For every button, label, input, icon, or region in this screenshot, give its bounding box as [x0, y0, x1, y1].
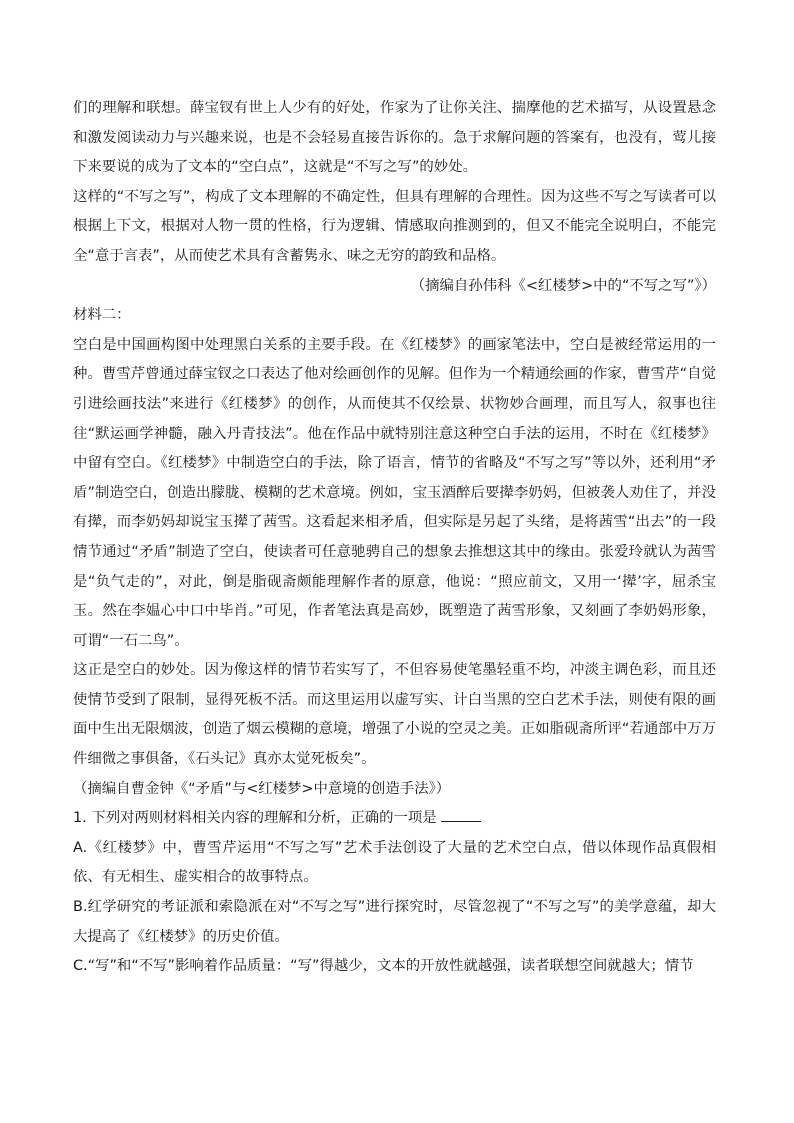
- material2-paragraph-2: 这正是空白的妙处。因为像这样的情节若实写了，不但容易使笔墨轻重不均，冲淡主调色彩，而且还使情节受到了限制，显得死板不活。而这里运用以虚写实、计白当黑的空白艺术手法，则使有限的画面中生出无限烟波，创造了烟云模糊的意境，增强了小说的空灵之美。正如脂砚斋所评“若通部中万万件细微之事俱备，《石头记》真亦太觉死板矣”。: [73, 662, 716, 768]
- question-stem-text: 1. 下列对两则材料相关内容的理解和分析，正确的一项是: [73, 810, 437, 827]
- material1-paragraph-2: 这样的“不写之写”，构成了文本理解的不确定性，但具有理解的合理性。因为这些不写之写读者可以根据上下文，根据对人物一贯的性格，行为逻辑、情感取向推测到的，但又不能完全说明白，不能完全“意于言表”，从而使艺术具有含蓄隽永、味之无穷的韵致和品格。: [73, 188, 716, 264]
- option-b: B.红学研究的考证派和索隐派在对“不写之写”进行探究时，尽管忽视了“不写之写”的美学意蕴，却大大提高了《红楼梦》的历史价值。: [73, 899, 716, 945]
- question-stem: [73, 804, 716, 834]
- material1-source: （摘编自孙伟科《<红楼梦>中的“不写之写”》）: [410, 277, 716, 294]
- material2-source: （摘编自曹金钟《“矛盾”与<红楼梦>中意境的创造手法》）: [73, 780, 451, 797]
- option-a: A.《红楼梦》中，曹雪芹运用“不写之写”艺术手法创设了大量的艺术空白点，借以体现作品真假相依、有无相生、虚实相合的故事特点。: [73, 839, 716, 886]
- option-c: C.“写”和“不写”影响着作品质量：“写”得越少，文本的开放性就越强，读者联想空间就越大；情节: [73, 958, 694, 975]
- material1-paragraph-1: 们的理解和联想。薛宝钗有世上人少有的好处，作家为了让你关注、揣摩他的艺术描写，从设置悬念和激发阅读动力与兴趣来说，也是不会轻易直接告诉你的。急于求解问题的答案有，也没有，莺儿接下来要说的成为了文本的“空白点”，这就是“不写之写”的妙处。: [73, 100, 716, 176]
- material2-paragraph-1: 空白是中国画构图中处理黑白关系的主要手段。在《红楼梦》的画家笔法中，空白是被经常运用的一种。曹雪芹曾通过薛宝钗之口表达了他对绘画创作的见解。但作为一个精通绘画的作家，曹雪芹“自觉引进绘画技法”来进行《红楼梦》的创作，从而使其不仅绘景、状物妙合画理，而且写人，叙事也往往“默运画学神髓，融入丹青技法”。他在作品中就特别注意这种空白手法的运用，不时在《红楼梦》中留有空白。《红楼梦》中制造空白的手法，除了语言，情节的省略及“不写之写”等以外，还利用“矛盾”制造空白，创造出朦胧、模糊的艺术意境。例如，宝玉酒醉后要撵李奶妈，但被袭人劝住了，并没有撵，而李奶妈却说宝玉撵了茜雪。这看起来相矛盾，但实际是另起了头绪，是将茜雪“出去”的一段情节通过“矛盾”制造了空白，使读者可任意驰骋自己的想象去推想这其中的缘由。张爱玲就认为茜雪是“负气走的”，对此，倒是脂砚斋颇能理解作者的原意，他说：“照应前文，又用一‘撵’字，屈杀宝玉。然在李媪心中口中毕肖。”可见，作者笔法真是高妙，既塑造了茜雪形象，又刻画了李奶妈形象，可谓“一石二鸟”。: [73, 336, 716, 649]
- material2-label: 材料二：: [73, 307, 131, 324]
- answer-blank[interactable]: [441, 807, 481, 822]
